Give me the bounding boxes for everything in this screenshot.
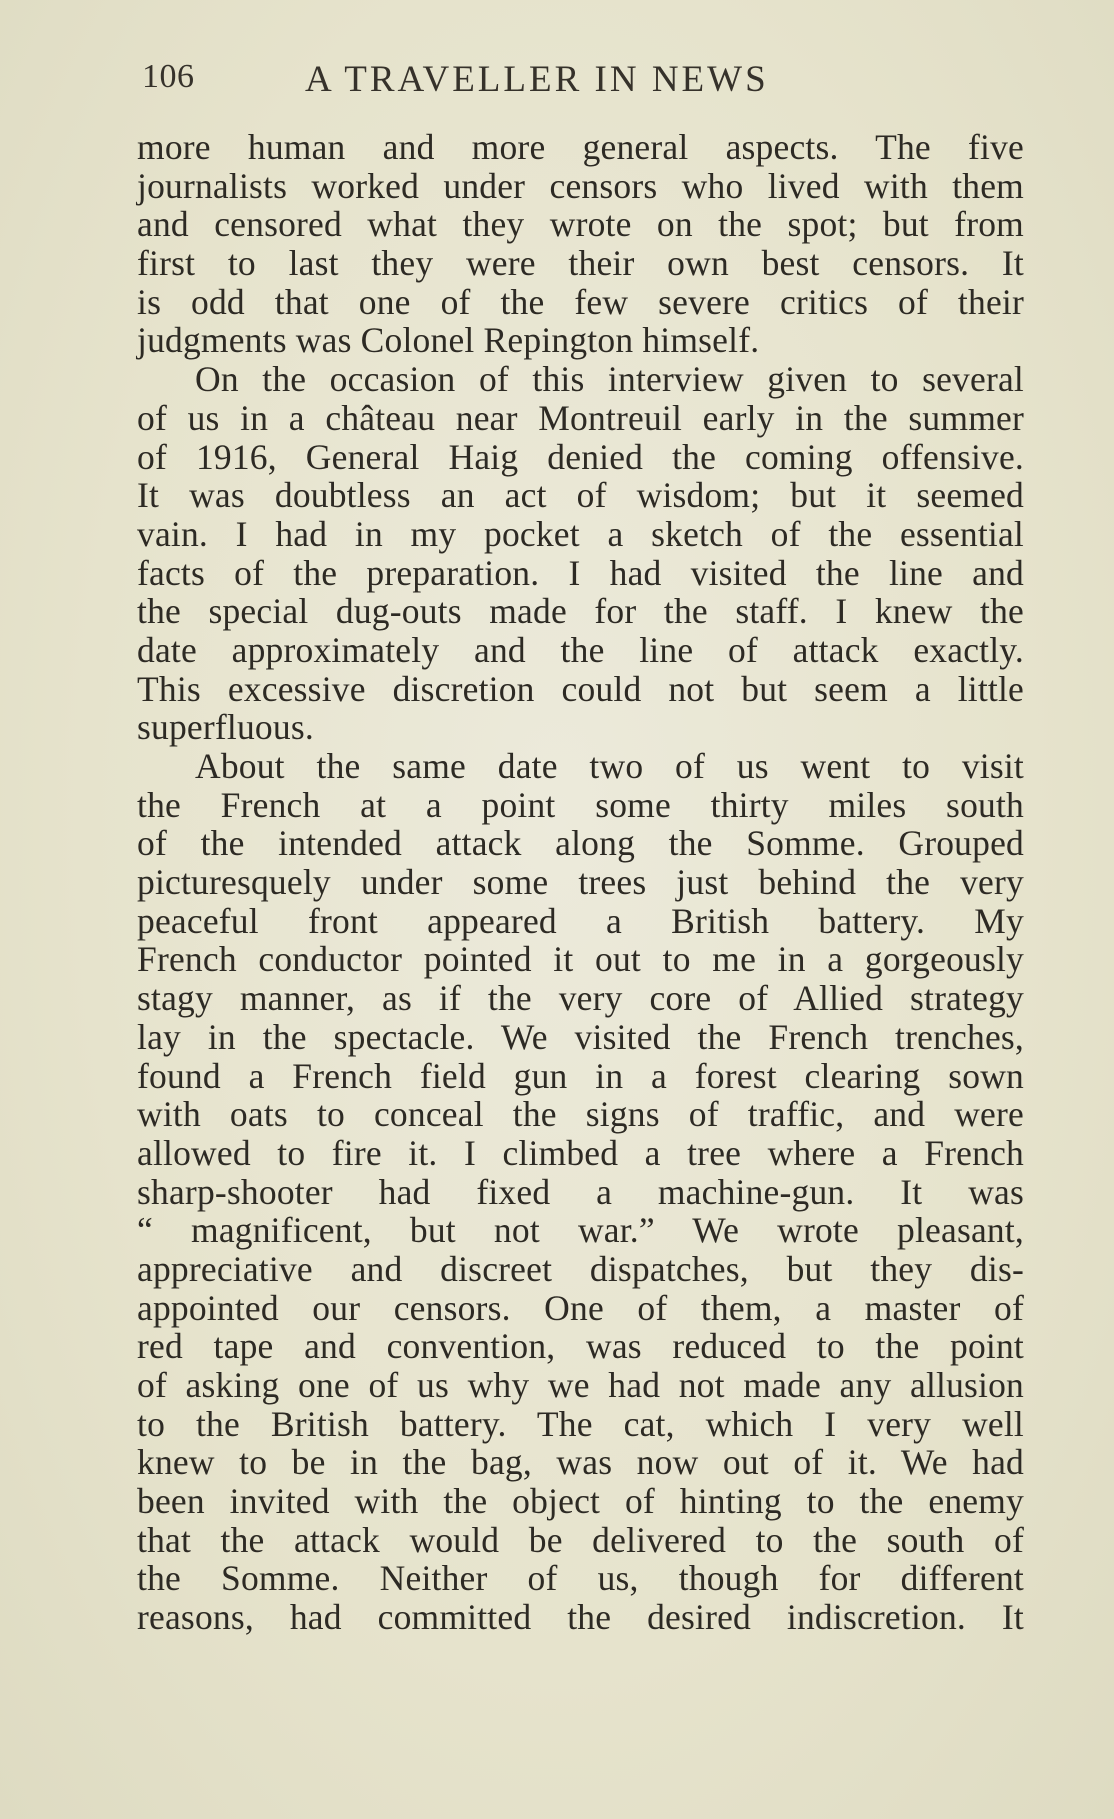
text-line: of 1916, General Haig denied the coming offensive. — [137, 436, 1024, 477]
text-line: found a French field gun in a forest clearing sown — [137, 1055, 1024, 1096]
text-line: appreciative and discreet dispatches, but they dis- — [137, 1248, 1024, 1289]
text-line: the French at a point some thirty miles south — [137, 784, 1024, 825]
text-line: picturesquely under some trees just behind the very — [137, 862, 1024, 903]
text-line: “ magnificent, but not war.” We wrote pleasant, — [137, 1210, 1024, 1251]
body-text — [137, 128, 1024, 1637]
text-line: It was doubtless an act of wisdom; but it seemed — [137, 475, 1024, 516]
text-line: with oats to conceal the signs of traffic, and were — [137, 1094, 1024, 1135]
text-line: of the intended attack along the Somme. Grouped — [137, 823, 1024, 864]
text-line: is odd that one of the few severe critics of their — [137, 281, 1024, 322]
text-line: of us in a château near Montreuil early in the summer — [137, 397, 1024, 438]
text-line: reasons, had committed the desired indiscretion. It — [137, 1597, 1024, 1638]
text-line: superfluous. — [137, 707, 314, 748]
text-line: sharp-shooter had fixed a machine-gun. It was — [137, 1171, 1024, 1212]
text-line: journalists worked under censors who lived with them — [137, 165, 1024, 206]
text-line: appointed our censors. One of them, a master of — [137, 1287, 1024, 1328]
text-line: been invited with the object of hinting to the enemy — [137, 1481, 1024, 1522]
text-line: the special dug-outs made for the staff. I knew the — [137, 591, 1024, 632]
text-line: red tape and convention, was reduced to the point — [137, 1326, 1024, 1367]
text-line: About the same date two of us went to visit — [195, 746, 1024, 786]
running-head: A TRAVELLER IN NEWS — [305, 59, 769, 100]
text-line: facts of the preparation. I had visited the line and — [137, 552, 1024, 593]
text-line: vain. I had in my pocket a sketch of the essential — [137, 513, 1024, 554]
text-line: that the attack would be delivered to the south of — [137, 1519, 1024, 1560]
page-header — [142, 58, 862, 102]
text-line: to the British battery. The cat, which I very well — [137, 1403, 1024, 1444]
text-line: the Somme. Neither of us, though for different — [137, 1558, 1024, 1599]
text-line: more human and more general aspects. The five — [137, 127, 1024, 167]
text-line: On the occasion of this interview given to several — [195, 359, 1024, 400]
text-line: and censored what they wrote on the spot; but from — [137, 204, 1024, 245]
text-line: French conductor pointed it out to me in a gorgeously — [137, 939, 1024, 980]
text-line: knew to be in the bag, was now out of it. We had — [137, 1442, 1024, 1483]
text-line: date approximately and the line of attack exactly. — [137, 629, 1024, 670]
text-line: peaceful front appeared a British battery. My — [137, 900, 1024, 941]
text-line: This excessive discretion could not but seem a little — [137, 668, 1024, 709]
text-line: judgments was Colonel Repington himself. — [137, 320, 760, 361]
text-line: of asking one of us why we had not made any allusion — [137, 1365, 1024, 1405]
text-line: stagy manner, as if the very core of Allied strategy — [137, 978, 1024, 1019]
text-line: lay in the spectacle. We visited the French trenches, — [137, 1016, 1024, 1057]
page-number: 106 — [142, 58, 195, 95]
text-line: allowed to fire it. I climbed a tree where a French — [137, 1132, 1024, 1173]
text-line: first to last they were their own best censors. It — [137, 243, 1024, 284]
